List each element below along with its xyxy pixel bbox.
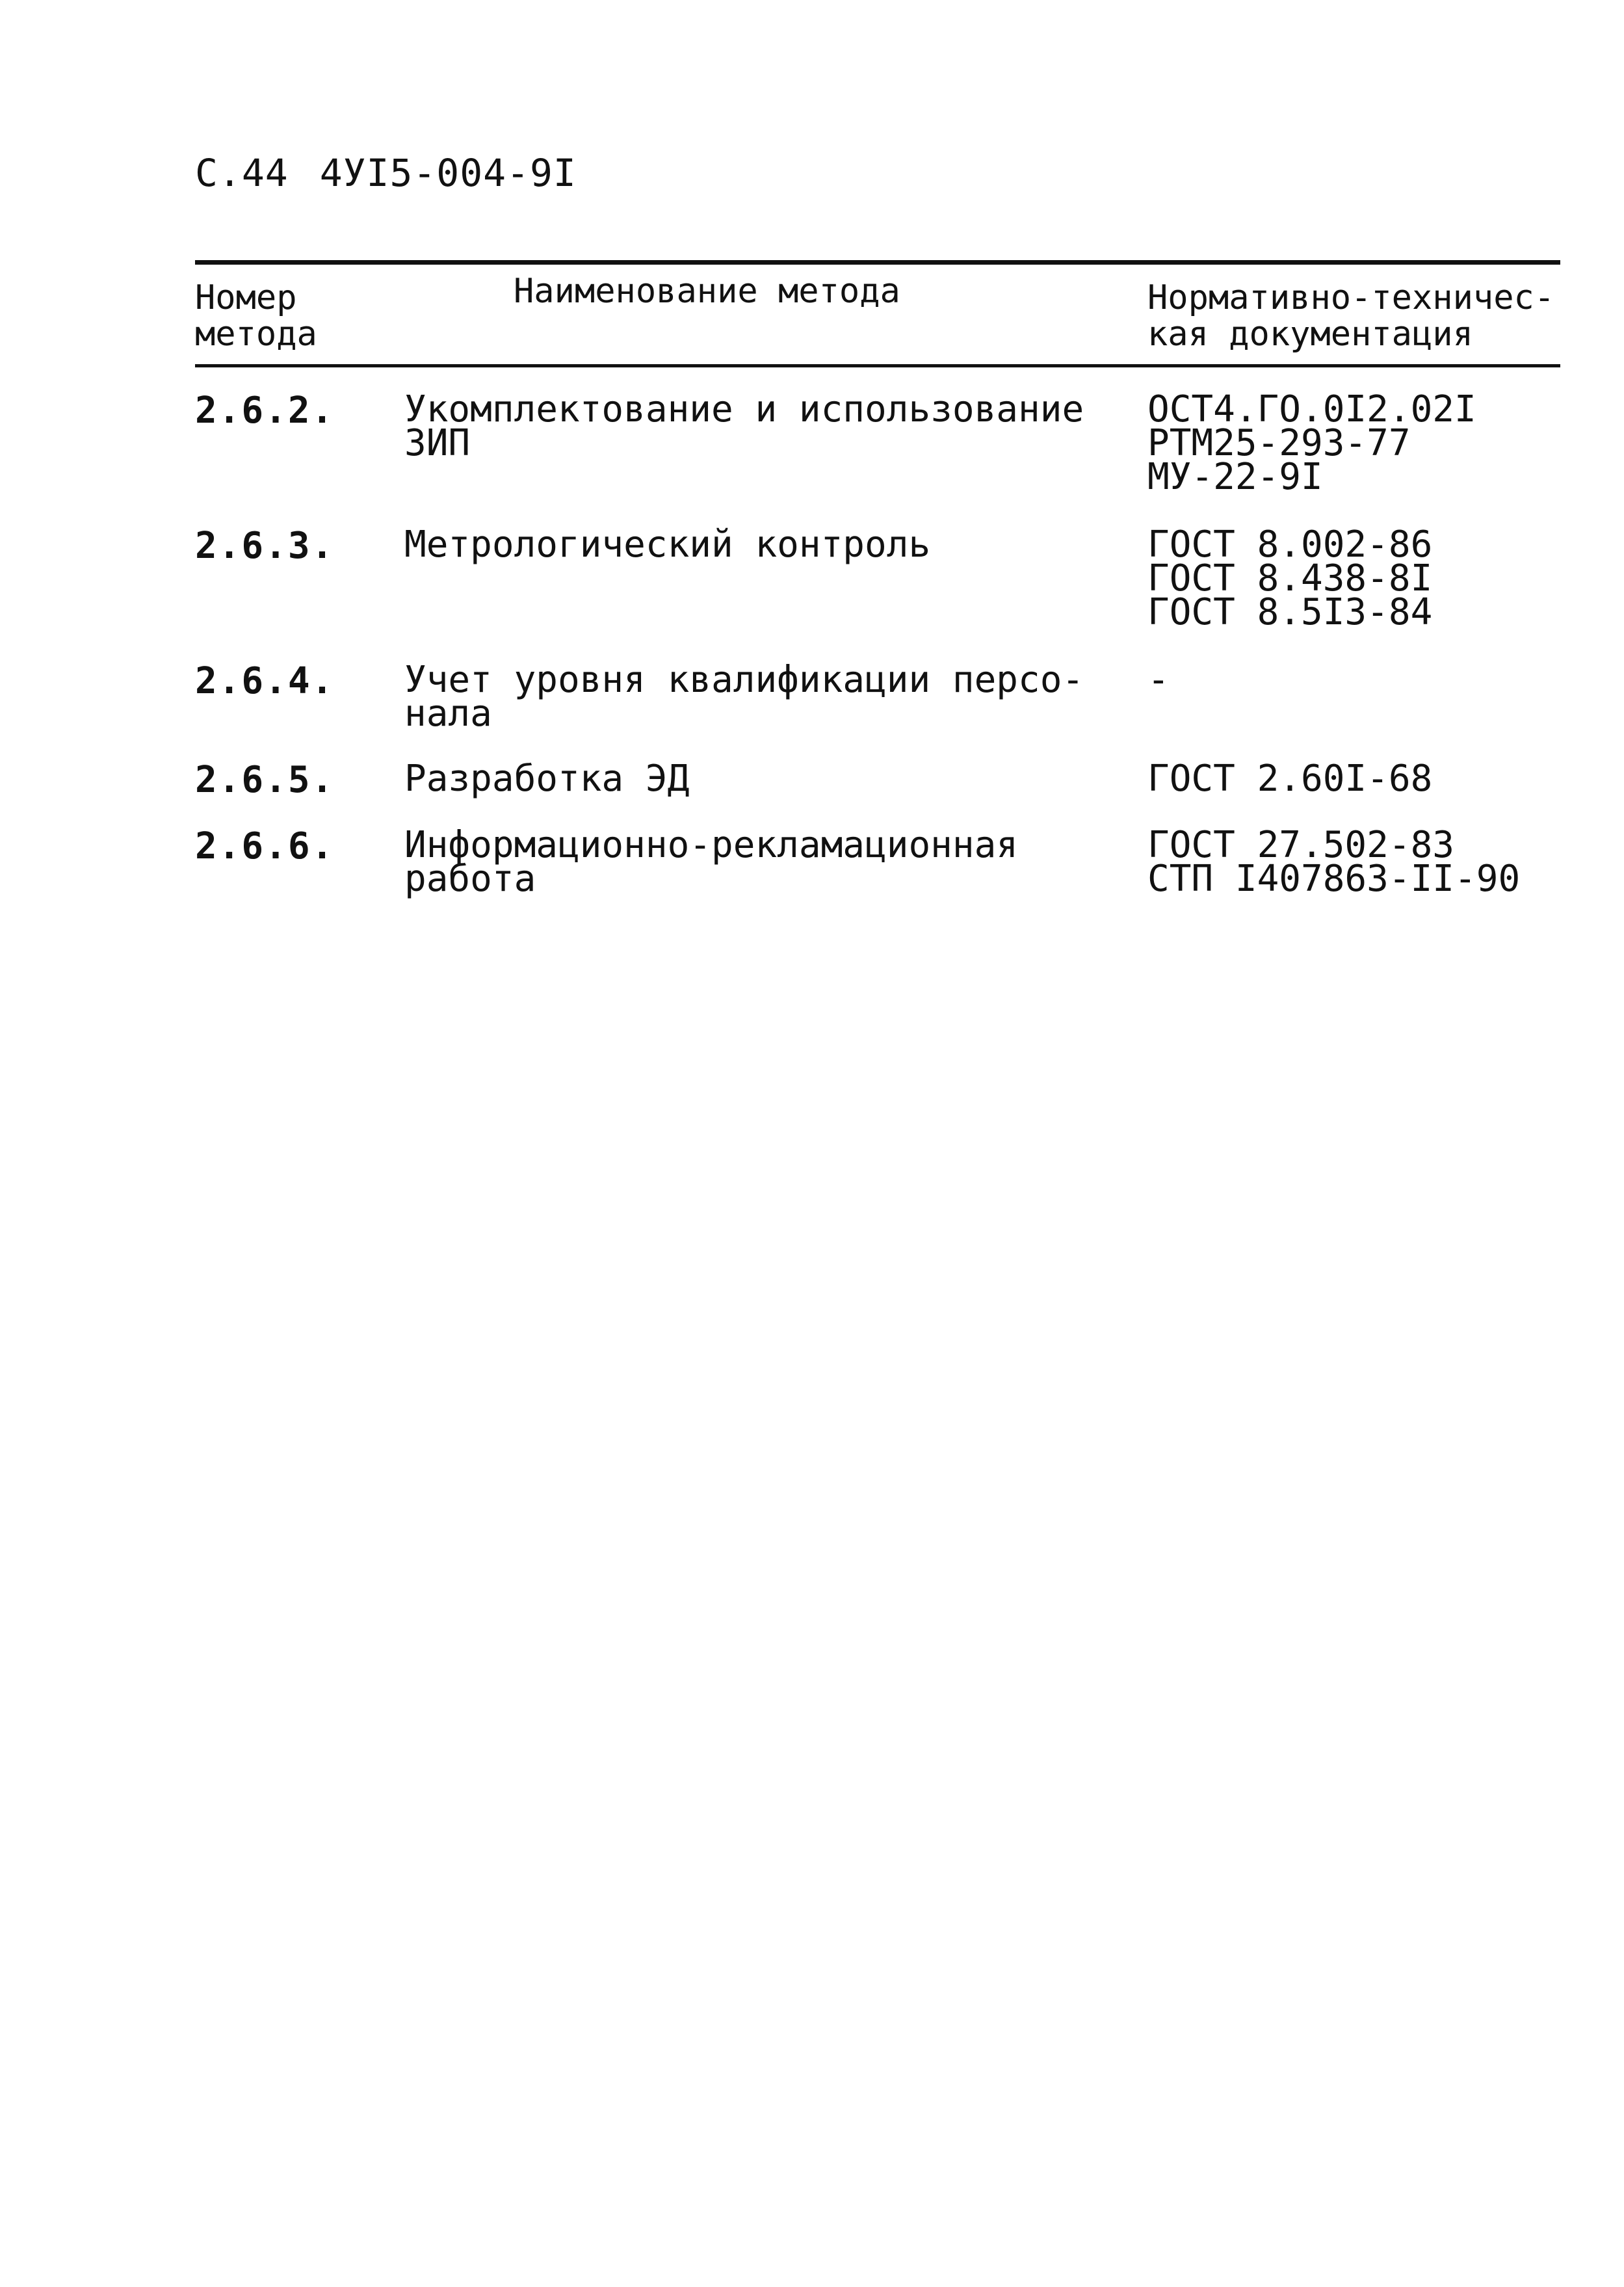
table-top-rule <box>195 260 1560 265</box>
column-header-method-name: Наименование метода <box>514 272 900 311</box>
method-number: 2.6.3. <box>195 525 335 567</box>
method-number: 2.6.2. <box>195 390 335 432</box>
document-code: 4УI5-004-9I <box>319 151 577 195</box>
method-name: Информационно-рекламационная работа <box>404 824 1019 900</box>
method-name: Метрологический контроль <box>404 523 931 566</box>
method-number: 2.6.6. <box>195 825 335 867</box>
method-name: Разработка ЭД <box>404 758 690 800</box>
page-number: С.44 <box>195 151 289 195</box>
method-name: Учет уровня квалификации персо- нала <box>404 659 1084 735</box>
method-documentation: - <box>1147 659 1170 701</box>
method-documentation: ОСТ4.ГО.0I2.02I РТМ25-293-77 МУ-22-9I <box>1147 388 1476 498</box>
method-documentation: ГОСТ 27.502-83 СТП I407863-II-90 <box>1147 824 1521 900</box>
page-header <box>195 151 577 195</box>
method-documentation: ГОСТ 8.002-86 ГОСТ 8.438-8I ГОСТ 8.5I3-84 <box>1147 523 1433 633</box>
method-number: 2.6.4. <box>195 660 335 702</box>
method-documentation: ГОСТ 2.60I-68 <box>1147 758 1433 800</box>
column-header-documentation: Нормативно-техничес- кая документация <box>1147 278 1555 354</box>
table-header-rule <box>195 364 1560 367</box>
method-number: 2.6.5. <box>195 759 335 801</box>
method-name: Укомплектование и использование ЗИП <box>404 388 1084 464</box>
column-header-number: Номер метода <box>195 278 317 354</box>
